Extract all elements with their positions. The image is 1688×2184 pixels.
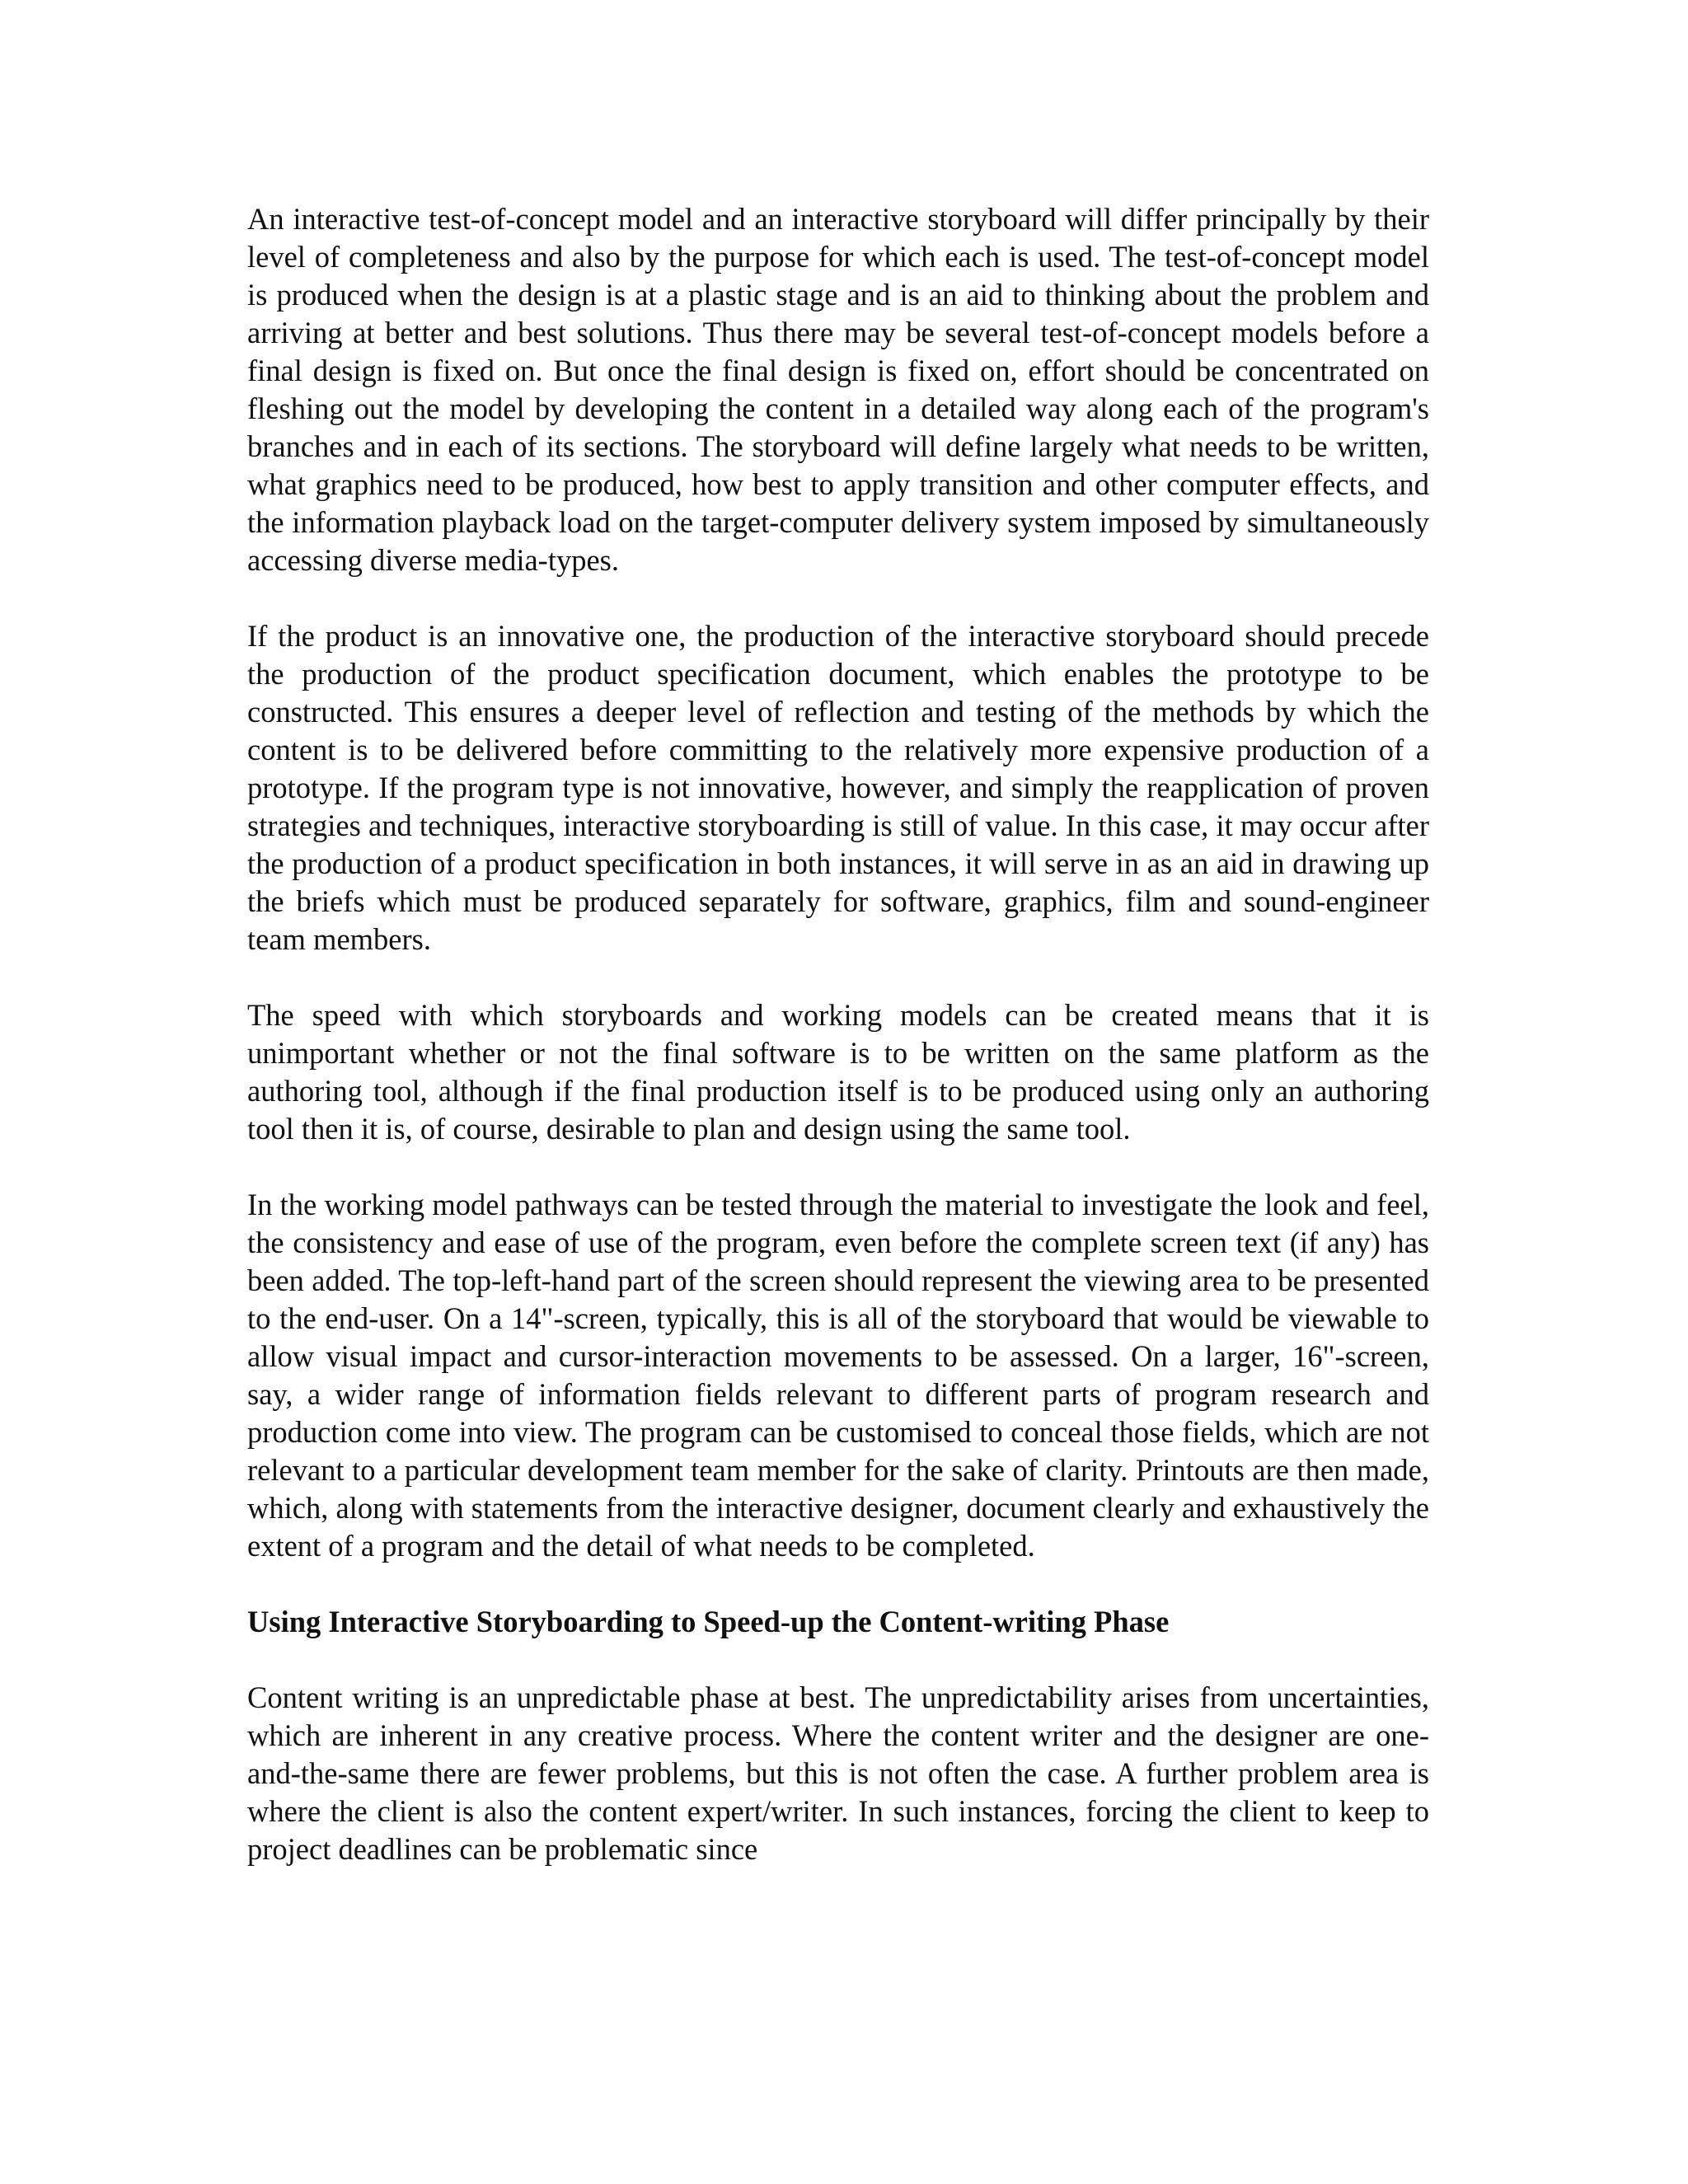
paragraph-working-model: In the working model pathways can be tested through the material to investigate the look and feel, the consistency and ease of use of the program, even before the complete screen text (if any) has been added. The top-left-hand part of the screen should represent the viewing area to be presented to the end-user. On a 14"-screen, typically, this is all of the storyboard that would be viewable to allow visual impact and cursor-interaction movements to be assessed. On a larger, 16"-screen, say, a wider range of information fields relevant to different parts of program research and production come into view. The program can be customised to conceal those fields, which are not relevant to a particular development team member for the sake of clarity. Printouts are then made, which, along with statements from the interactive designer, document clearly and exhaustively the extent of a program and the detail of what needs to be completed. <box>247 1188 1429 1563</box>
paragraph-storyboard-vs-concept: An interactive test-of-concept model and an interactive storyboard will differ principally by their level of completeness and also by the purpose for which each is used. The test-of-concept model is produced when the design is at a plastic stage and is an aid to thinking about the problem and arriving at better and best solutions. Thus there may be several test-of-concept models before a final design is fixed on. But once the final design is fixed on, effort should be concentrated on fleshing out the model by developing the content in a detailed way along each of the program's branches and in each of its sections. The storyboard will define largely what needs to be written, what graphics need to be produced, how best to apply transition and other computer effects, and the information playback load on the target-computer delivery system imposed by simultaneously accessing diverse media-types. <box>247 202 1429 577</box>
paragraph-speed-of-creation: The speed with which storyboards and working models can be created means that it is unimportant whether or not the final software is to be written on the same platform as the authoring tool, although if the final production itself is to be produced using only an authoring tool then it is, of course, desirable to plan and design using the same tool. <box>247 998 1429 1146</box>
paragraph-content-writing: Content writing is an unpredictable phase at best. The unpredictability arises from uncertainties, which are inherent in any creative process. Where the content writer and the designer are one-and-the-same there are fewer problems, but this is not often the case. A further problem area is where the client is also the content expert/writer. In such instances, forcing the client to keep to project deadlines can be problematic since <box>247 1680 1429 1866</box>
document-page <box>247 200 1429 1906</box>
section-heading: Using Interactive Storyboarding to Speed-up the Content-writing Phase <box>247 1605 1170 1638</box>
paragraph-innovative-product: If the product is an innovative one, the production of the interactive storyboard should precede the production of the product specification document, which enables the prototype to be constructed. This ensures a deeper level of reflection and testing of the methods by which the content is to be delivered before committing to the relatively more expensive production of a prototype. If the program type is not innovative, however, and simply the reapplication of proven strategies and techniques, interactive storyboarding is still of value. In this case, it may occur after the production of a product specification in both instances, it will serve in as an aid in drawing up the briefs which must be produced separately for software, graphics, film and sound-engineer team members. <box>247 619 1429 956</box>
